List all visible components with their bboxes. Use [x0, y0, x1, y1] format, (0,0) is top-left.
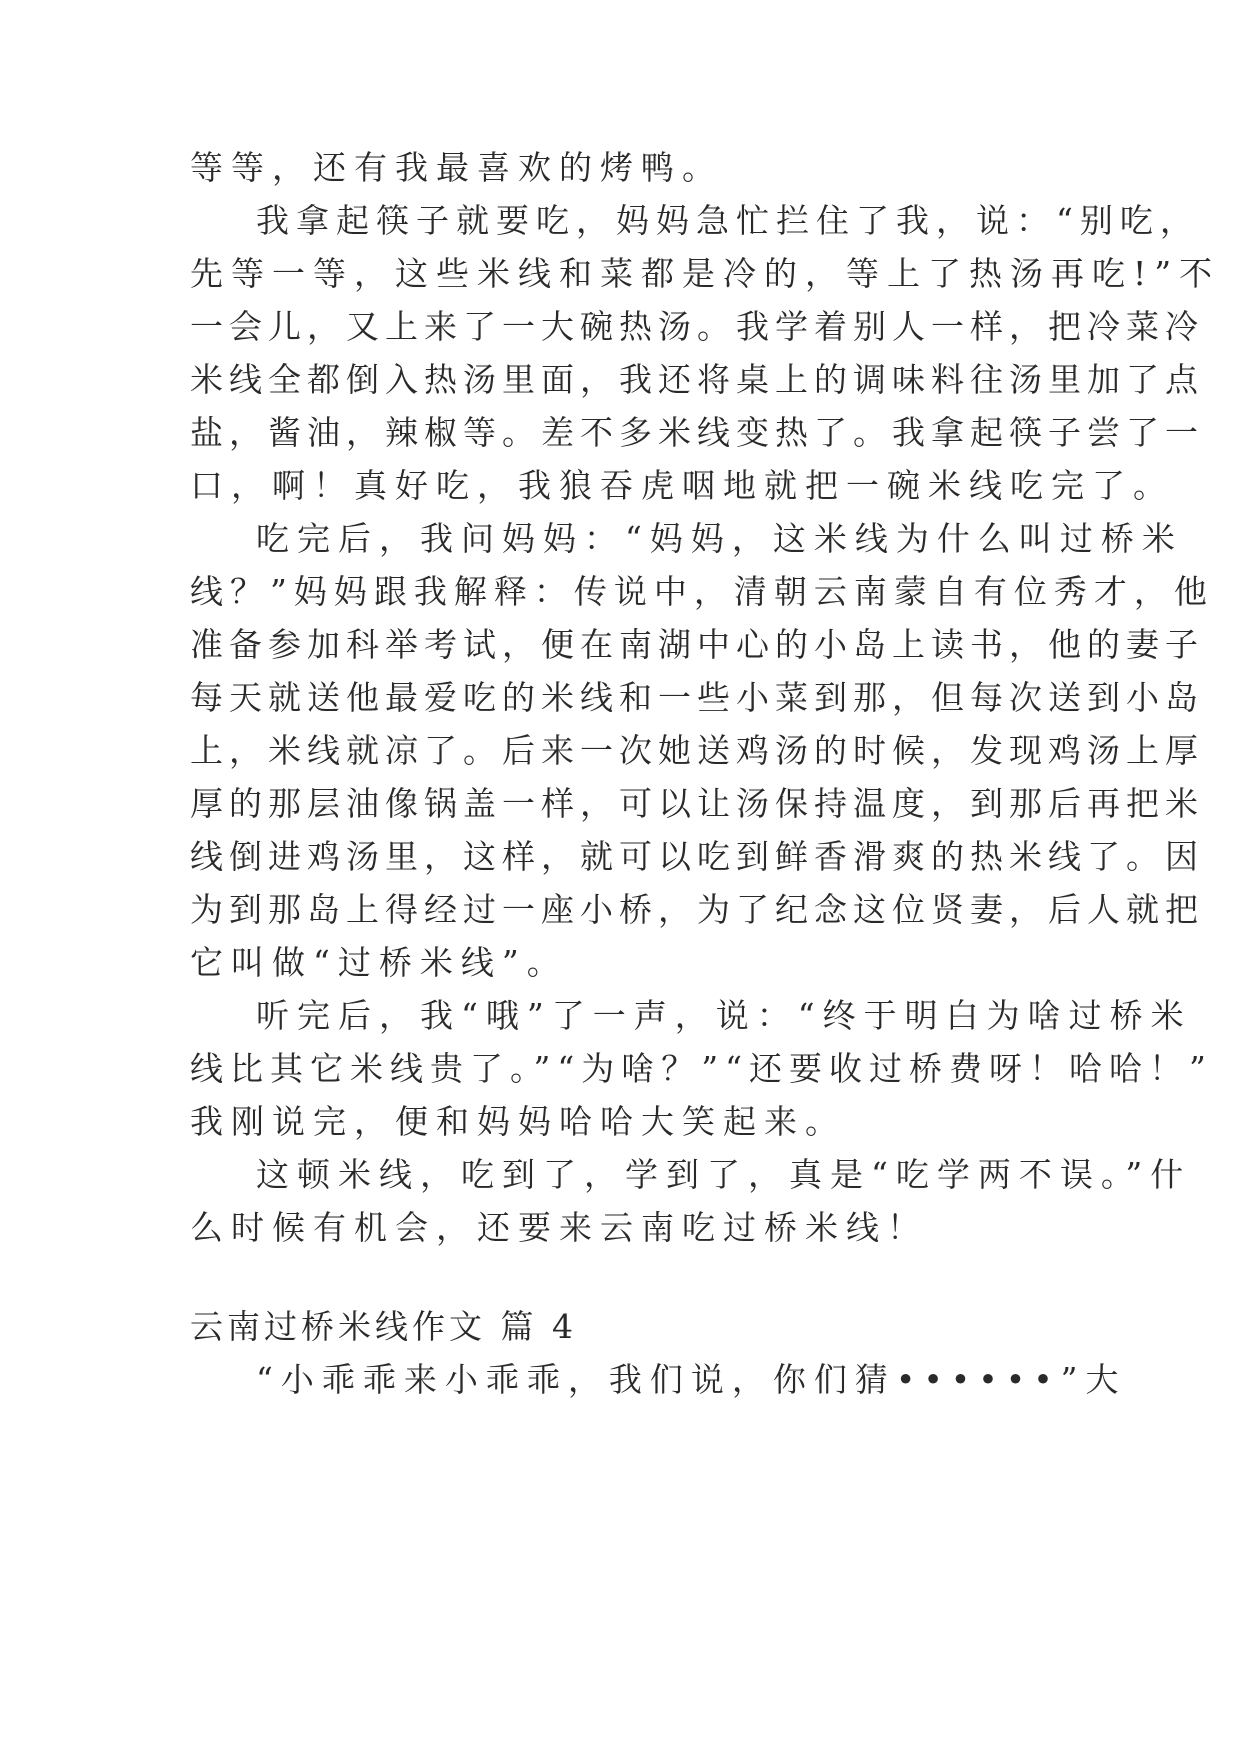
text-line: 米线全都倒入热汤里面，我还将桌上的调味料往汤里加了点 — [190, 360, 1204, 399]
text-line: 先等一等，这些米线和菜都是冷的，等上了热汤再吃!”不 — [190, 254, 1221, 293]
text-line: 线比其它米线贵了。”“为啥？”“还要收过桥费呀！哈哈！” — [190, 1049, 1213, 1088]
text-line: 口，啊！真好吃，我狼吞虎咽地就把一碗米线吃完了。 — [190, 466, 1174, 505]
text-line: 么时候有机会，还要来云南吃过桥米线！ — [190, 1208, 928, 1247]
text-line: 为到那岛上得经过一座小桥，为了纪念这位贤妻，后人就把 — [190, 890, 1204, 929]
text-line: 听完后，我“哦”了一声，说：“终于明白为啥过桥米 — [256, 996, 1192, 1035]
text-line: “小乖乖来小乖乖，我们说，你们猜••••••”大 — [256, 1360, 1127, 1399]
section-heading: 云南过桥米线作文 篇 4 — [190, 1307, 577, 1346]
text-line: 上，米线就凉了。后来一次她送鸡汤的时候，发现鸡汤上厚 — [190, 731, 1204, 770]
text-line: 每天就送他最爱吃的米线和一些小菜到那，但每次送到小岛 — [190, 678, 1204, 717]
text-line: 这顿米线，吃到了，学到了，真是“吃学两不误。”什 — [256, 1155, 1192, 1194]
text-line: 线？”妈妈跟我解释：传说中，清朝云南蒙自有位秀才，他 — [190, 572, 1214, 611]
text-line: 吃完后，我问妈妈：“妈妈，这米线为什么叫过桥米 — [256, 519, 1183, 558]
text-line: 一会儿，又上来了一大碗热汤。我学着别人一样，把冷菜冷 — [190, 307, 1204, 346]
text-line: 准备参加科举考试，便在南湖中心的小岛上读书，他的妻子 — [190, 625, 1204, 664]
text-line: 我拿起筷子就要吃，妈妈急忙拦住了我，说：“别吃， — [256, 201, 1200, 240]
text-line: 盐，酱油，辣椒等。差不多米线变热了。我拿起筷子尝了一 — [190, 413, 1204, 452]
text-line: 等等，还有我最喜欢的烤鸭。 — [190, 148, 723, 187]
text-line: 我刚说完，便和妈妈哈哈大笑起来。 — [190, 1102, 846, 1141]
text-line: 它叫做“过桥米线”。 — [190, 943, 568, 982]
text-line: 线倒进鸡汤里，这样，就可以吃到鲜香滑爽的热米线了。因 — [190, 837, 1204, 876]
text-line: 厚的那层油像锅盖一样，可以让汤保持温度，到那后再把米 — [190, 784, 1204, 823]
